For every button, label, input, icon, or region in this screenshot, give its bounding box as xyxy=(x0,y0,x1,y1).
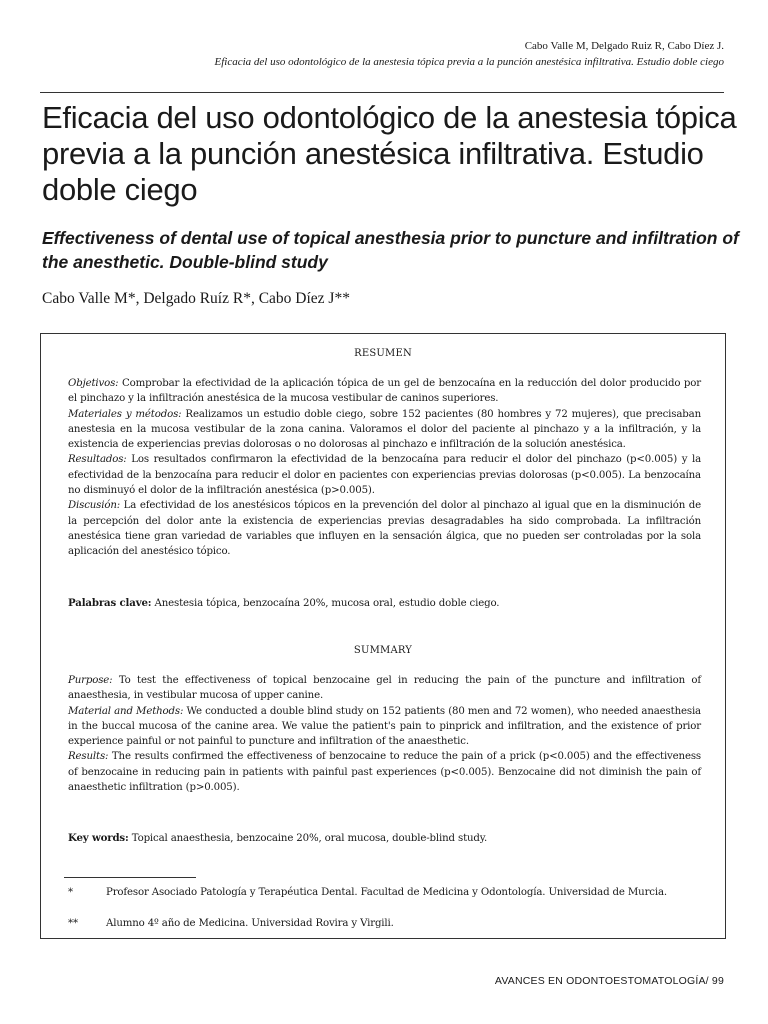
resumen-metodos xyxy=(68,407,701,453)
summary-heading: SUMMARY xyxy=(353,645,413,656)
purpose-text: To test the effectiveness of topical benzocaine gel in reducing the pain of the puncture and infiltration of anaesthesia, in vestibular mucosa of upper canine. xyxy=(68,675,701,702)
resumen-resultados xyxy=(68,452,701,498)
resumen-body xyxy=(68,376,701,560)
footnote-2-text: Alumno 4º año de Medicina. Universidad Rovira y Virgili. xyxy=(106,918,394,929)
discusion-text: La efectividad de los anestésicos tópicos en la prevención del dolor al pinchazo al igual que en la disminución de la percepción del dolor ante la existencia de experiencias previas desagradables ha sido comprobada. La infiltración anestésica tiene gran variedad de variables que influyen en la sensación álgica, que no pueden ser controladas por la sola aplicación del anestésico tópico. xyxy=(68,500,701,558)
resultados-label: Resultados: xyxy=(68,454,127,466)
key-words xyxy=(68,831,701,846)
results-text: The results confirmed the effectiveness of benzocaine to reduce the pain of a prick (p<0.005) and the effectiveness of benzocaine in reducing pain in patients with painful past experiences (p<0.005). Benzocaine did not diminish the pain of anaesthetic infiltration (p>0.005). xyxy=(68,751,701,794)
summary-body xyxy=(68,673,701,795)
header-authors: Cabo Valle M, Delgado Ruiz R, Cabo Díez J. xyxy=(524,40,724,52)
footnote-2-mark: ** xyxy=(68,918,78,929)
header-running-title: Eficacia del uso odontológico de la anestesia tópica previa a la punción anestésica infiltrativa. Estudio doble ciego xyxy=(214,56,724,68)
palabras-clave xyxy=(68,596,701,611)
methods-text: We conducted a double blind study on 152 patients (80 men and 72 women), who needed anaesthesia in the buccal mucosa of the canine area. We value the patient's pain to pinprick and infiltration, and the existence of prior experience painful or not painful to puncture and infiltration of the anaesthetic. xyxy=(68,705,701,748)
metodos-label: Materiales y métodos: xyxy=(68,408,182,420)
abstract-box xyxy=(40,333,726,939)
purpose-label: Purpose: xyxy=(68,675,113,686)
objetivos-label: Objetivos: xyxy=(68,378,119,389)
footnote-rule xyxy=(64,877,196,878)
summary-purpose xyxy=(68,673,701,704)
footnote-1-text: Profesor Asociado Patología y Terapéutica Dental. Facultad de Medicina y Odontología. Universidad de Murcia. xyxy=(106,887,667,898)
page-footer: AVANCES EN ODONTOESTOMATOLOGÍA/ 99 xyxy=(494,975,724,987)
article-subtitle: Effectiveness of dental use of topical anesthesia prior to puncture and infiltration of the anesthetic. Double-blind study xyxy=(42,228,739,272)
resumen-heading: RESUMEN xyxy=(354,348,412,359)
footnote-1-mark: * xyxy=(68,887,73,898)
results-label: Results: xyxy=(68,751,109,763)
footnote-1 xyxy=(68,885,701,900)
methods-label: Material and Methods: xyxy=(68,705,184,717)
resultados-text: Los resultados confirmaron la efectividad de la benzocaína para reducir el dolor del pinchazo (p<0.005) y la efectividad de la benzocaína para reducir el dolor en pacientes con experiencias previas dolorosas (p<0.005). La benzocaína no disminuyó el dolor de la infiltración anestésica (p>0.005). xyxy=(68,454,701,497)
palabras-clave-text: Anestesia tópica, benzocaína 20%, mucosa oral, estudio doble ciego. xyxy=(151,598,500,609)
palabras-clave-label: Palabras clave: xyxy=(68,597,152,609)
resumen-discusion xyxy=(68,498,701,559)
running-header xyxy=(40,38,724,70)
author-byline: Cabo Valle M*, Delgado Ruíz R*, Cabo Díez J** xyxy=(42,290,350,307)
article-title: Eficacia del uso odontológico de la anestesia tópica previa a la punción anestésica infiltrativa. Estudio doble ciego xyxy=(42,100,737,207)
objetivos-text: Comprobar la efectividad de la aplicación tópica de un gel de benzocaína en la reducción del dolor producido por el pinchazo y la infiltración anestésica de la mucosa vestibular de caninos superiores. xyxy=(68,378,701,405)
summary-results xyxy=(68,749,701,795)
header-rule xyxy=(40,92,724,93)
discusion-label: Discusión: xyxy=(68,500,121,512)
key-words-text: Topical anaesthesia, benzocaine 20%, oral mucosa, double-blind study. xyxy=(128,833,488,844)
resumen-objetivos xyxy=(68,376,701,407)
summary-methods xyxy=(68,704,701,750)
key-words-label: Key words: xyxy=(68,832,129,844)
metodos-text: Realizamos un estudio doble ciego, sobre 152 pacientes (80 hombres y 72 mujeres), que precisaban anestesia en la mucosa vestibular de la zona canina. Valoramos el dolor del paciente al pinchazo y a la infiltración, y la existencia de experiencias previas dolorosas o no dolorosas al pinchazo e infiltración de la solución anestésica. xyxy=(68,408,701,451)
footnote-2 xyxy=(68,916,701,931)
